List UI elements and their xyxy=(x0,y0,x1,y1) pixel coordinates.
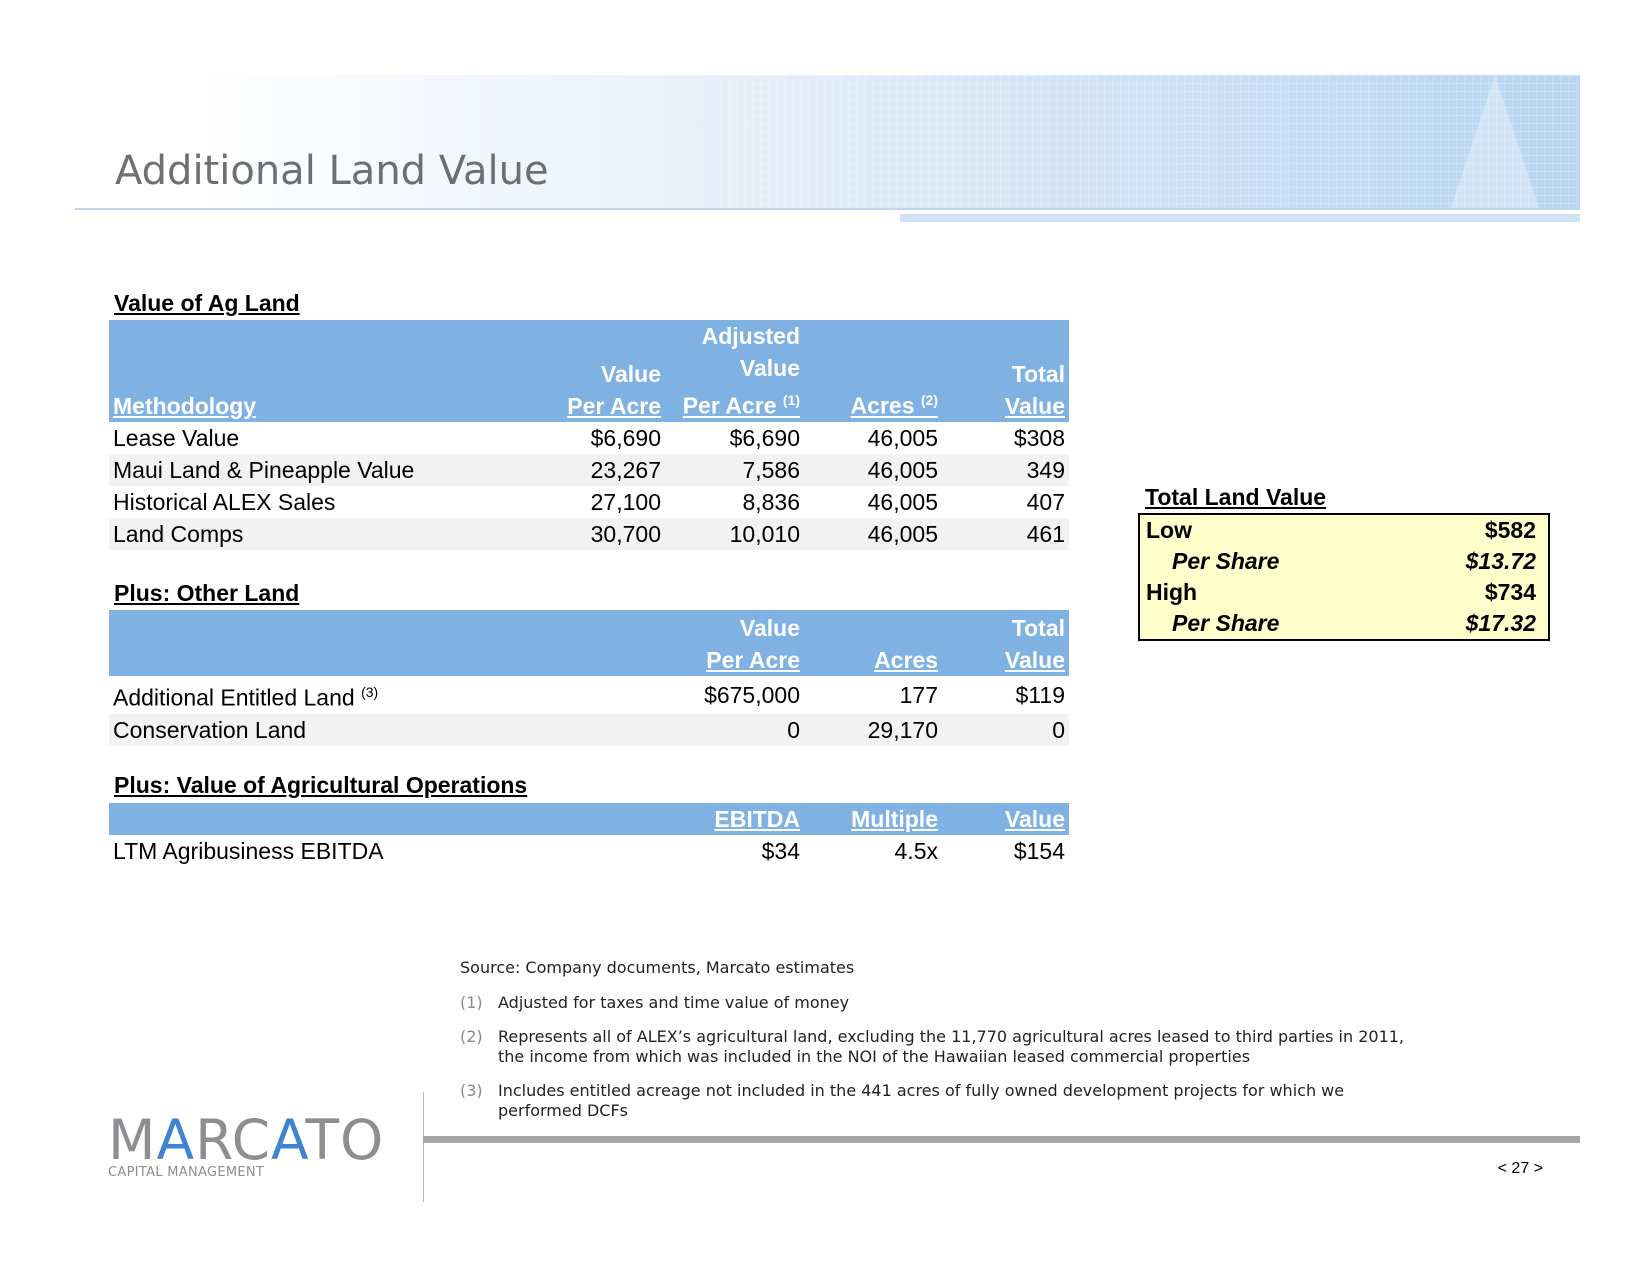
banner-underline xyxy=(75,208,1580,210)
row-adjusted-value: 10,010 xyxy=(665,518,804,550)
tlv-high-per-share-label: Per Share xyxy=(1172,610,1280,636)
banner-accent-bar xyxy=(900,214,1580,222)
tlv-high-row xyxy=(1140,577,1548,608)
tlv-low-per-share-label: Per Share xyxy=(1172,548,1280,574)
ag-land-section-title: Value of Ag Land xyxy=(114,290,300,316)
row-adjusted-value: 7,586 xyxy=(665,454,804,486)
tlv-high-label: High xyxy=(1146,579,1198,605)
footnote-text: Includes entitled acreage not included in the 441 acres of fully owned development projects for which we performed DCFs xyxy=(498,1081,1345,1120)
table-row xyxy=(109,422,1069,454)
header-total-value: Total Value xyxy=(1004,360,1065,419)
row-acres: 29,170 xyxy=(804,714,942,746)
total-land-value-title: Total Land Value xyxy=(1145,484,1327,510)
row-value-per-acre: 27,100 xyxy=(590,488,661,515)
row-name: Conservation Land xyxy=(109,714,665,746)
row-value: $154 xyxy=(1013,838,1065,864)
tlv-low-per-share-row xyxy=(1140,546,1548,577)
logo-subtitle: CAPITAL MANAGEMENT xyxy=(108,1165,265,1180)
tlv-high-per-share-value: $17.32 xyxy=(1465,610,1536,636)
other-land-header-row xyxy=(109,610,1069,676)
row-acres: 46,005 xyxy=(867,488,938,515)
footer-divider-vertical xyxy=(423,1092,424,1202)
row-total-value: 0 xyxy=(942,714,1069,746)
header-value: Value xyxy=(1004,806,1065,832)
table-row xyxy=(109,486,1069,518)
header-value-per-acre: Value Per Acre xyxy=(706,615,800,673)
header-multiple: Multiple xyxy=(851,806,938,832)
tlv-low-per-share-value: $13.72 xyxy=(1465,548,1536,574)
header-ebitda: EBITDA xyxy=(714,806,800,832)
other-land-section-title: Plus: Other Land xyxy=(114,580,300,606)
footnote-number: (3) xyxy=(460,1081,483,1100)
tlv-low-value: $582 xyxy=(1484,517,1536,543)
table-row xyxy=(109,454,1069,486)
table-row xyxy=(109,714,1069,746)
row-total-value: $119 xyxy=(1015,681,1065,708)
tlv-high-value: $734 xyxy=(1484,579,1536,605)
tlv-low-label: Low xyxy=(1146,517,1192,543)
row-value-per-acre: $6,690 xyxy=(590,424,661,451)
tlv-high-per-share-row xyxy=(1140,608,1548,639)
footnote-number: (2) xyxy=(460,1027,483,1046)
table-row xyxy=(109,518,1069,550)
header-acres: Acres $^{(2)}$ xyxy=(850,392,938,419)
row-value-per-acre: 30,700 xyxy=(539,518,665,550)
page-title: Additional Land Value xyxy=(115,148,549,194)
row-method: Maui Land & Pineapple Value xyxy=(109,454,539,486)
row-multiple: 4.5x xyxy=(894,838,938,864)
other-land-table xyxy=(109,610,1069,746)
header-blank xyxy=(109,803,665,835)
header-blank xyxy=(109,610,665,676)
footnote-text: Represents all of ALEX’s agricultural land, excluding the 11,770 agricultural acres leased to third parties in 2011, the income from which was included in the NOI of the Hawaiian leased commercial properties xyxy=(498,1027,1405,1066)
marcato-logo: MARCATO xyxy=(108,1108,385,1172)
tlv-low-row xyxy=(1140,515,1548,546)
row-acres: 46,005 xyxy=(804,454,942,486)
row-value-per-acre: 23,267 xyxy=(539,454,665,486)
ag-ops-section-title: Plus: Value of Agricultural Operations xyxy=(114,772,528,798)
row-value-per-acre: $675,000 xyxy=(704,681,800,708)
ag-land-header-row xyxy=(109,320,1069,422)
source-note: Source: Company documents, Marcato estimates xyxy=(460,958,855,977)
footnote-text: Adjusted for taxes and time value of money xyxy=(498,993,850,1012)
footnote-number: (1) xyxy=(460,993,483,1012)
row-adjusted-value: $6,690 xyxy=(729,424,800,451)
header-acres: Acres xyxy=(874,647,938,673)
page-number: < 27 > xyxy=(1497,1160,1543,1177)
row-acres: 46,005 xyxy=(867,424,938,451)
ag-land-table xyxy=(109,320,1069,550)
ag-ops-header-row xyxy=(109,803,1069,835)
header-total-value: Total Value xyxy=(1004,615,1065,673)
row-acres: 46,005 xyxy=(804,518,942,550)
row-name: LTM Agribusiness EBITDA xyxy=(113,838,384,864)
row-ebitda: $34 xyxy=(761,838,800,864)
footer-divider-horizontal xyxy=(423,1136,1580,1143)
row-total-value: $308 xyxy=(1013,424,1065,451)
row-method: Land Comps xyxy=(109,518,539,550)
ag-ops-table xyxy=(109,803,1069,867)
row-total-value: 461 xyxy=(942,518,1069,550)
header-adjusted-value-per-acre: Adjusted Value Per Acre $^{(1)}$ xyxy=(682,323,800,419)
banner-triangle xyxy=(1450,75,1540,210)
row-value-per-acre: 0 xyxy=(665,714,804,746)
row-acres: 177 xyxy=(899,681,938,708)
header-methodology: Methodology xyxy=(113,392,257,419)
header-value-per-acre: Value Per Acre xyxy=(567,360,661,419)
table-row xyxy=(109,835,1069,867)
row-total-value: 349 xyxy=(942,454,1069,486)
row-method: Lease Value xyxy=(113,424,240,451)
row-method: Historical ALEX Sales xyxy=(113,488,336,515)
row-total-value: 407 xyxy=(1026,488,1065,515)
row-name: Additional Entitled Land $^{(3)}$ xyxy=(113,684,379,711)
table-row xyxy=(109,676,1069,714)
total-land-value-box xyxy=(1138,513,1550,641)
row-adjusted-value: 8,836 xyxy=(742,488,800,515)
